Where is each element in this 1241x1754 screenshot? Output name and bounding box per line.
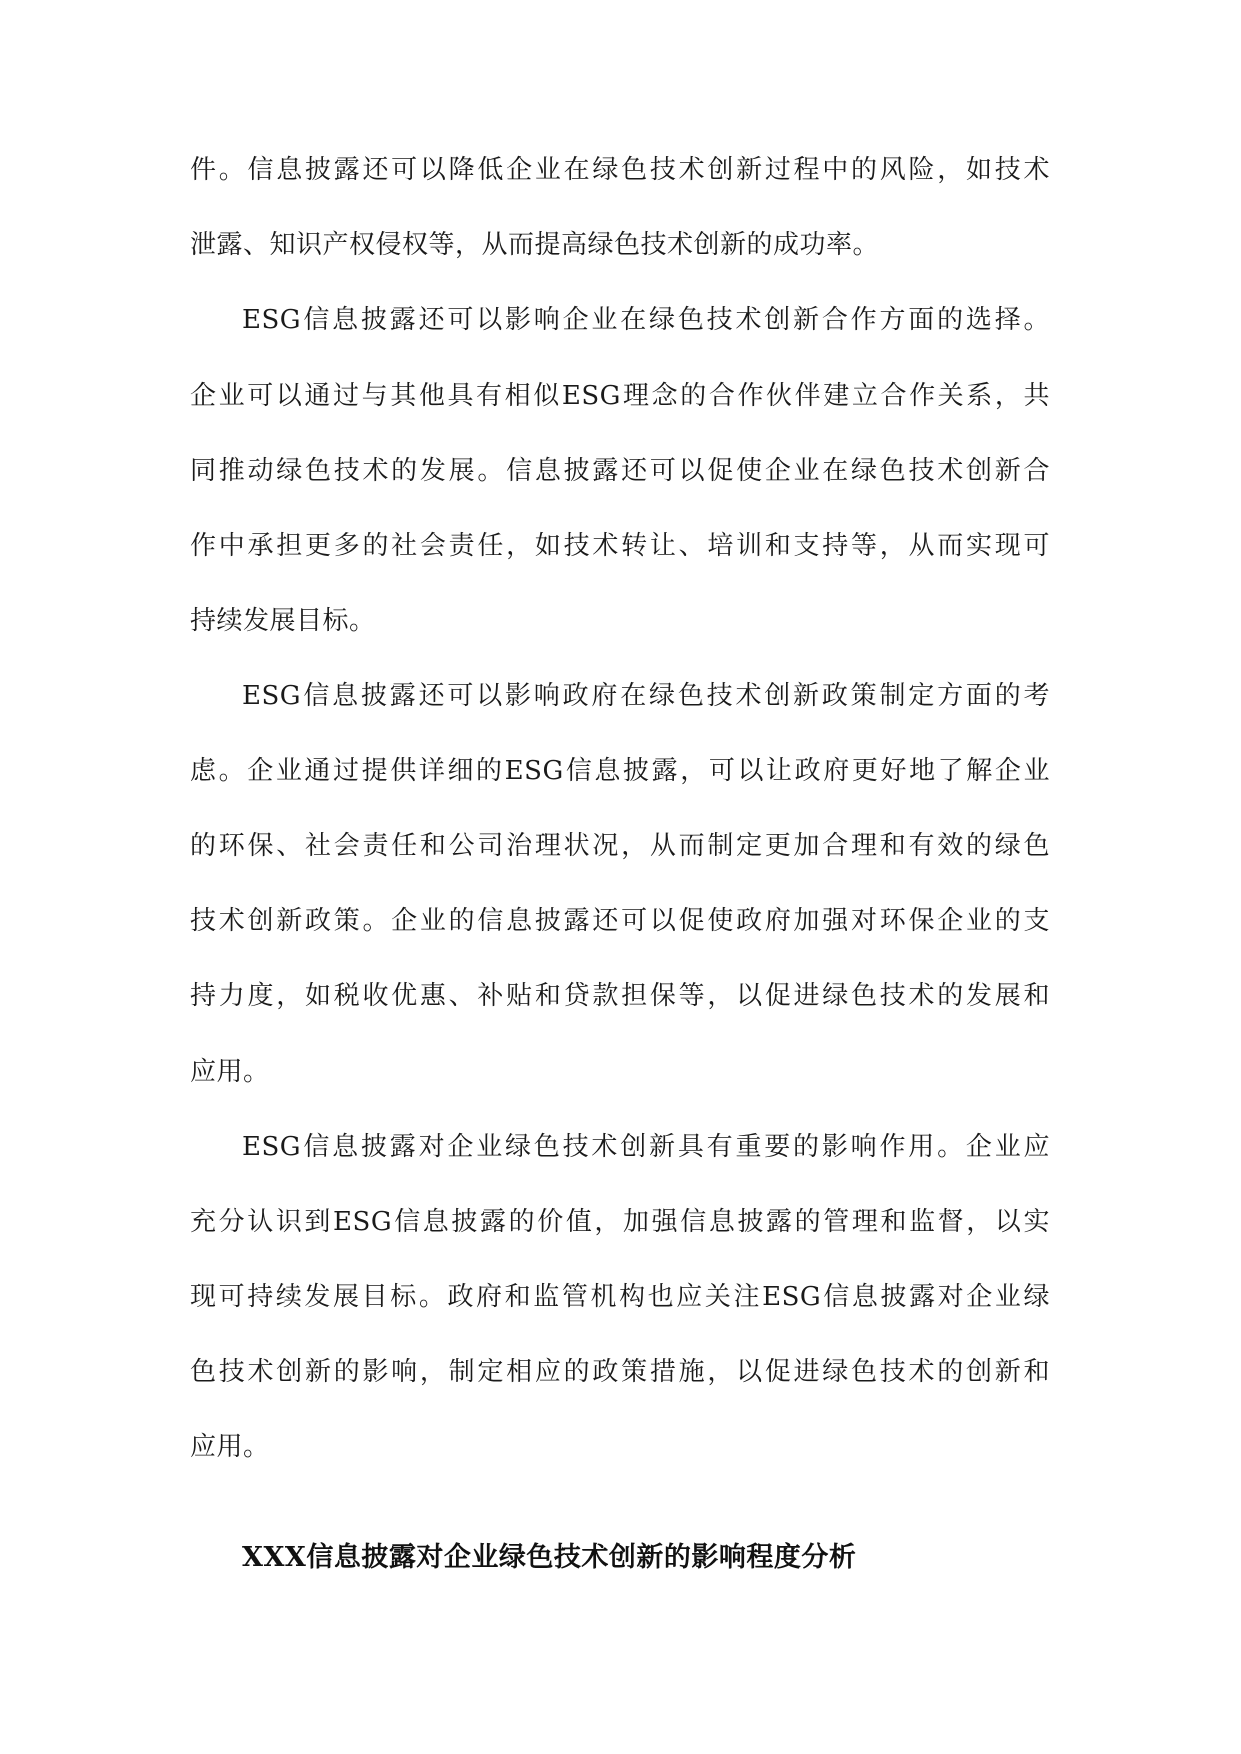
paragraph-2-line-1: ESG信息披露还可以影响企业在绿色技术创新合作方面的选择。	[242, 305, 1050, 335]
paragraph-1-line-1: 件。信息披露还可以降低企业在绿色技术创新过程中的风险，如技术	[190, 155, 1050, 185]
paragraph-3-line-6: 应用。	[190, 1057, 270, 1087]
paragraph-2-line-2: 企业可以通过与其他具有相似ESG理念的合作伙伴建立合作关系，共	[190, 381, 1050, 411]
paragraph-2-line-4: 作中承担更多的社会责任，如技术转让、培训和支持等，从而实现可	[190, 531, 1050, 561]
paragraph-2-line-5: 持续发展目标。	[190, 606, 376, 636]
paragraph-3-line-5: 持力度，如税收优惠、补贴和贷款担保等，以促进绿色技术的发展和	[190, 981, 1050, 1011]
section-heading: XXX信息披露对企业绿色技术创新的影响程度分析	[242, 1542, 857, 1573]
paragraph-4-line-3: 现可持续发展目标。政府和监管机构也应关注ESG信息披露对企业绿	[190, 1282, 1050, 1312]
paragraph-3-line-3: 的环保、社会责任和公司治理状况，从而制定更加合理和有效的绿色	[190, 831, 1050, 861]
paragraph-4-line-4: 色技术创新的影响，制定相应的政策措施，以促进绿色技术的创新和	[190, 1357, 1050, 1387]
paragraph-4-line-2: 充分认识到ESG信息披露的价值，加强信息披露的管理和监督，以实	[190, 1207, 1050, 1237]
paragraph-2-line-3: 同推动绿色技术的发展。信息披露还可以促使企业在绿色技术创新合	[190, 456, 1050, 486]
paragraph-3-line-2: 虑。企业通过提供详细的ESG信息披露，可以让政府更好地了解企业	[190, 756, 1050, 786]
paragraph-3-line-4: 技术创新政策。企业的信息披露还可以促使政府加强对环保企业的支	[190, 906, 1050, 936]
paragraph-4-line-5: 应用。	[190, 1432, 270, 1462]
paragraph-1-line-2: 泄露、知识产权侵权等，从而提高绿色技术创新的成功率。	[190, 230, 880, 260]
paragraph-4-line-1: ESG信息披露对企业绿色技术创新具有重要的影响作用。企业应	[242, 1132, 1050, 1162]
paragraph-3-line-1: ESG信息披露还可以影响政府在绿色技术创新政策制定方面的考	[242, 681, 1050, 711]
